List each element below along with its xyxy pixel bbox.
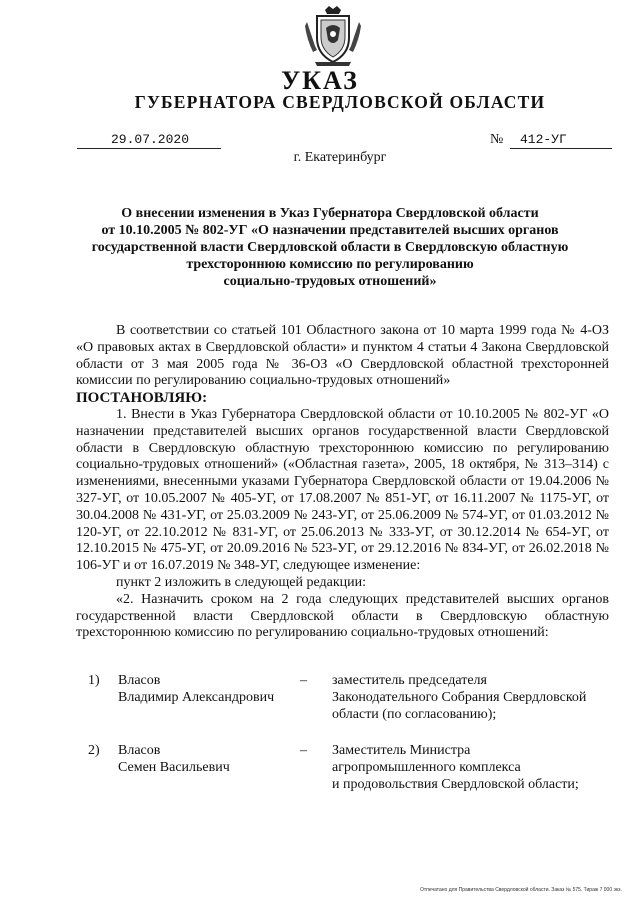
print-imprint: Отпечатано для Правительства Свердловской области. Заказ № 575. Тираж 7 000 экз. bbox=[420, 887, 622, 893]
member-position-line: и продовольствия Свердловской области; bbox=[332, 777, 579, 792]
document-type-heading: УКАЗ bbox=[281, 66, 359, 95]
city-line: г. Екатеринбург bbox=[293, 150, 387, 165]
member-position-line: Заместитель Министра bbox=[332, 743, 471, 758]
member-surname: Власов bbox=[118, 673, 161, 688]
member-given-names: Владимир Александрович bbox=[118, 690, 275, 705]
intro-paragraph: В соответствии со статьей 101 Областного закона от 10 марта 1999 года № 4-ОЗ «О правовых актах в Свердловской области» и пунктом 4 статьи 4 Закона Свердловской области от 3 мая 2005 года № 36-ОЗ «О Свердловской областной трехсторонней комиссии по регулированию социально-трудовых отношений» bbox=[76, 323, 609, 389]
member-position-line: области (по согласованию); bbox=[332, 707, 497, 722]
member-position-line: агропромышленного комплекса bbox=[332, 760, 521, 775]
member-position-line: Законодательного Собрания Свердловской bbox=[332, 690, 587, 705]
document-title bbox=[60, 205, 600, 290]
decree-word: ПОСТАНОВЛЯЮ: bbox=[76, 390, 208, 407]
member-number: 2) bbox=[88, 743, 100, 758]
title-line: О внесении изменения в Указ Губернатора Свердловской области bbox=[121, 206, 539, 221]
member-number: 1) bbox=[88, 673, 100, 688]
title-line: социально-трудовых отношений» bbox=[223, 274, 437, 289]
member-dash: – bbox=[300, 743, 307, 758]
coat-of-arms-icon bbox=[303, 4, 363, 68]
title-line: трехстороннюю комиссию по регулированию bbox=[186, 257, 474, 272]
item-1-paragraph: 1. Внести в Указ Губернатора Свердловской области от 10.10.2005 № 802-УГ «О назначении представителей высших органов государственной власти Свердловской области в Свердловскую областную трехстороннюю комиссию по регулированию социально-трудовых отношений» («Областная газета», 2005, 18 октября, № 313–314) с изменениями, внесенными указами Губернатора Свердловской области от 19.04.2006 № 327-УГ, от 10.05.2007 № 405-УГ, от 17.08.2007 № 851-УГ, от 16.11.2007 № 1175-УГ, от 30.04.2008 № 431-УГ, от 25.03.2009 № 243-УГ, от 25.06.2009 № 574-УГ, от 01.03.2012 № 120-УГ, от 22.10.2012 № 831-УГ, от 25.06.2013 № 333-УГ, от 30.12.2014 № 654-УГ, от 12.10.2015 № 475-УГ, от 20.09.2016 № 523-УГ, от 29.12.2016 № 834-УГ, от 26.02.2018 № 106-УГ и от 16.07.2019 № 348-УГ, следующее изменение: bbox=[76, 406, 609, 574]
member-dash: – bbox=[300, 673, 307, 688]
number-sign: № bbox=[490, 132, 504, 147]
title-line: от 10.10.2005 № 802-УГ «О назначении представителей высших органов bbox=[101, 223, 559, 238]
member-given-names: Семен Васильевич bbox=[118, 760, 230, 775]
document-date: 29.07.2020 bbox=[77, 131, 221, 149]
point-2-paragraph: пункт 2 изложить в следующей редакции: bbox=[116, 574, 366, 590]
issuer-heading: ГУБЕРНАТОРА СВЕРДЛОВСКОЙ ОБЛАСТИ bbox=[134, 92, 546, 112]
document-number: 412-УГ bbox=[510, 131, 612, 149]
title-line: государственной власти Свердловской области в Свердловскую областную bbox=[91, 240, 569, 255]
quote-paragraph: «2. Назначить сроком на 2 года следующих представителей высших органов государственной власти Свердловской области в Свердловскую областную трехстороннюю комиссию по регулированию социально-трудовых отношений: bbox=[76, 591, 609, 641]
member-position-line: заместитель председателя bbox=[332, 673, 487, 688]
member-surname: Власов bbox=[118, 743, 161, 758]
document-body bbox=[76, 323, 609, 642]
